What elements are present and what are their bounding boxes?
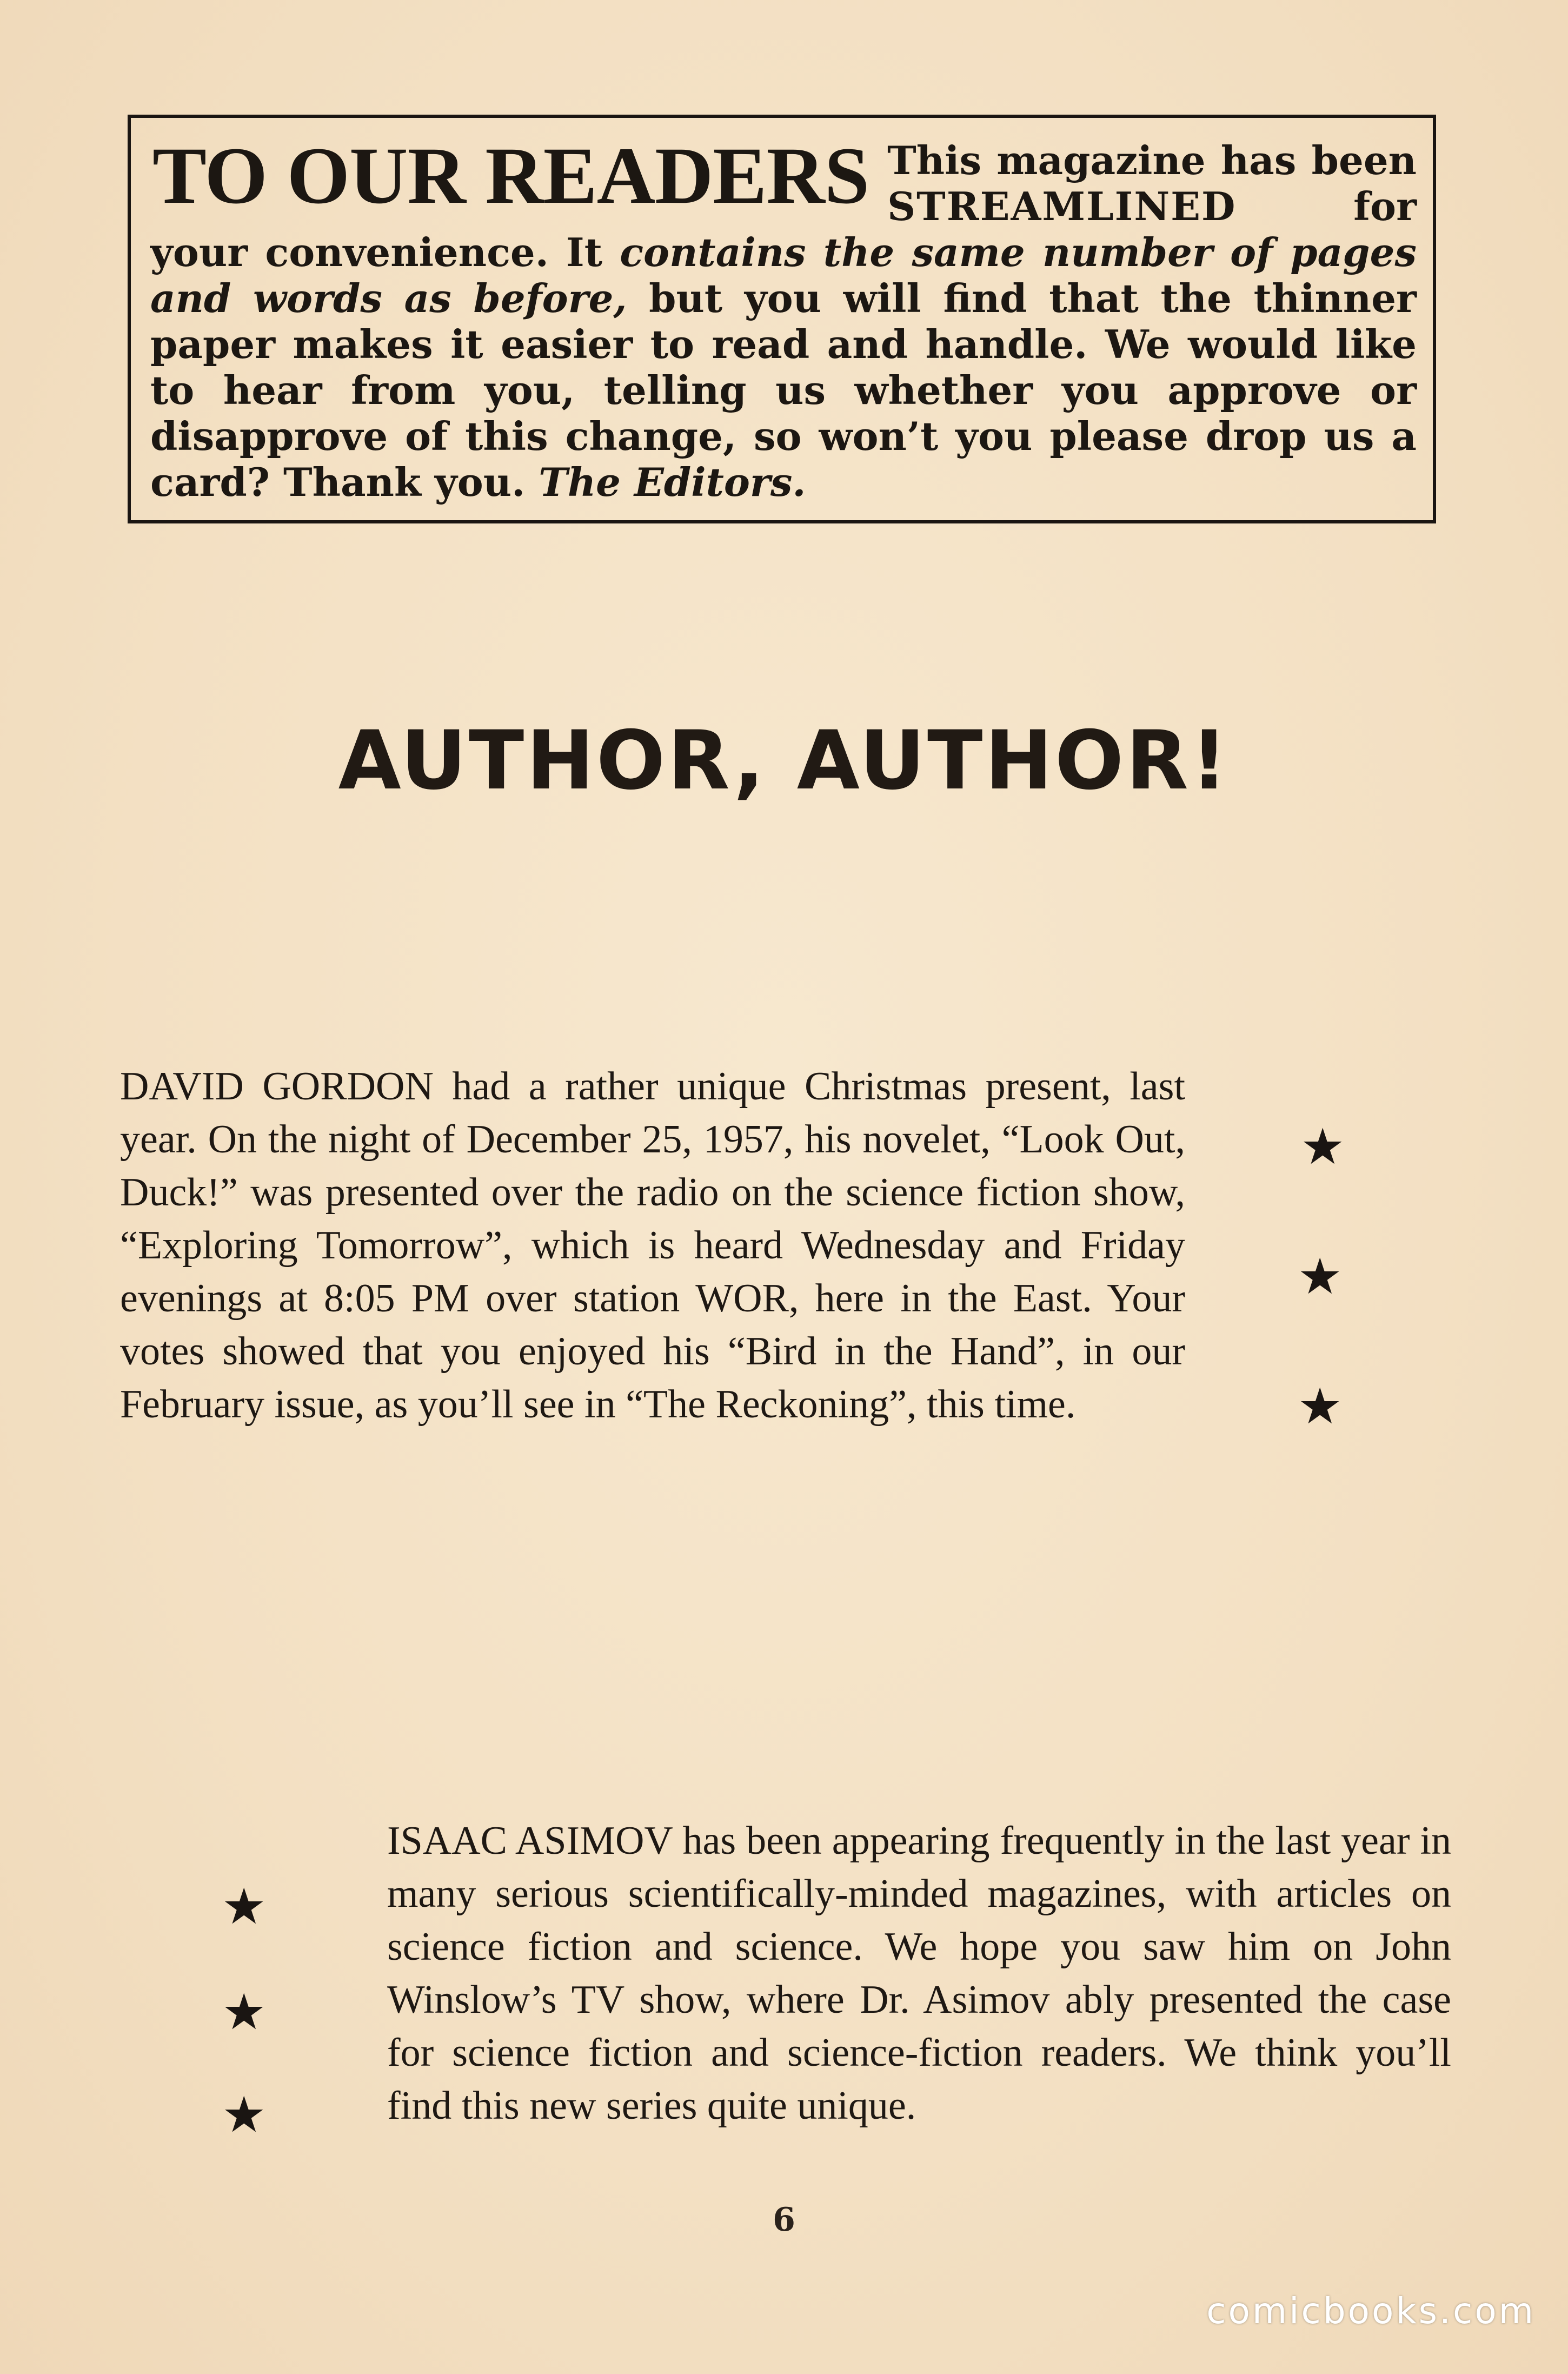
notice-heading: TO OUR READERS (152, 131, 869, 221)
page-title: AUTHOR, AUTHOR! (338, 714, 1230, 808)
notice-signature: The Editors. (539, 459, 806, 505)
site-watermark: comicbooks.com (1206, 2290, 1536, 2332)
star-icon: ★ (222, 2086, 267, 2144)
paragraph-david-gordon: DAVID GORDON had a rather unique Christmas present, last year. On the night of December 25, 1957, his novelet, “Look Out, Duck!” was presented over the radio on the science fiction show, “Exploring Tomorrow”, which is heard Wednesday and Friday evenings at 8:05 PM over station WOR, here in the East. Your votes showed that you enjoyed his “Bird in the Hand”, in our February issue, as you’ll see in “The Reckoning”, this time. (120, 1064, 1185, 1427)
star-icon: ★ (1298, 1248, 1343, 1305)
star-icon: ★ (1300, 1118, 1345, 1176)
notice-text-caps: STREAMLINED (887, 183, 1237, 229)
notice-text: but you will find that the thinner paper makes it easier to read and handle. We would like to hear from you, telling us whether you approve or disapprove of this change, so won’t you please drop us a card? Thank you. (150, 275, 1417, 505)
page-number: 6 (773, 2201, 795, 2239)
to-our-readers-box (128, 115, 1436, 523)
star-icon: ★ (1298, 1377, 1343, 1435)
star-icon: ★ (222, 1878, 267, 1935)
notice-text-italic: contains the same number of pages and words as before, (150, 229, 1417, 321)
notice-text: This magazine has been (887, 137, 1417, 183)
notice-text: for your convenience. It (150, 183, 1417, 275)
star-icon: ★ (222, 1983, 267, 2041)
paragraph-isaac-asimov: ISAAC ASIMOV has been appearing frequently in the last year in many serious scientifically-minded magazines, with articles on science fiction and science. We hope you saw him on John Winslow’s TV show, where Dr. Asimov ably presented the case for science fiction and science-fiction readers. We think you’ll find this new series quite unique. (387, 1819, 1451, 2128)
